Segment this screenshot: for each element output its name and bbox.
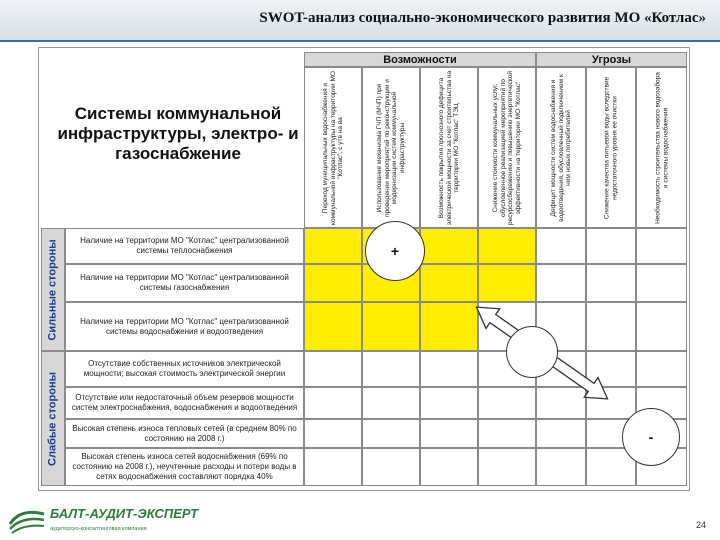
opportunity-col-1 [304,67,362,228]
center-circle [506,326,558,378]
threat-col-1 [536,67,586,228]
grid-cell [362,419,420,448]
grid-cell [420,264,478,302]
grid-cell [362,387,420,419]
strength-row-2: Наличие на территории МО "Котлас" централизованной системы газоснабжения [65,264,304,302]
wave-logo-icon [8,502,46,534]
grid-cell [304,419,362,448]
company-subtitle: аудиторско-консалтинговая компания [50,526,147,532]
grid-cell [304,228,362,264]
grid-cell [478,264,536,302]
opportunity-col-2 [362,67,420,228]
grid-cell [536,419,586,448]
company-logo [4,498,254,538]
strengths-side-label [41,228,65,351]
grid-cell [636,264,687,302]
opportunity-text: Переход муниципальных водоснабжения и коммунальной инфраструктуры на территории МО "Котлас", с утв на ва [321,70,344,225]
grid-cell [420,419,478,448]
grid-cell [304,387,362,419]
grid-cell [478,228,536,264]
grid-cell [636,302,687,351]
grid-cell [420,228,478,264]
opportunity-col-4 [478,67,536,228]
weakness-row-2: Отсутствие или недостаточный объем резервов мощности систем электроснабжения, водоснабжения и водоотведения [65,387,304,419]
grid-cell [636,228,687,264]
grid-cell [478,419,536,448]
weaknesses-side-label [41,351,65,486]
opportunity-text: Возможность покрытия прогнозного дефицита электрической мощности за счет строительства на территории МО "Котлас" ТЭЦ [437,70,460,225]
threat-col-2 [586,67,636,228]
grid-cell [586,228,636,264]
weaknesses-label: Слабые стороны [46,371,59,466]
plus-marker: + [365,221,425,281]
opportunity-col-3 [420,67,478,228]
grid-cell [536,448,586,486]
weakness-row-3: Высокая степень износа тепловых сетей (в среднем 80% по состоянию на 2008 г.) [65,419,304,448]
minus-marker: - [622,408,680,466]
threat-col-3 [636,67,687,228]
grid-cell [536,228,586,264]
grid-cell [536,264,586,302]
title-bar [0,0,720,42]
grid-cell [586,264,636,302]
strengths-label: Сильные стороны [46,238,59,341]
grid-cell [362,302,420,351]
threat-text: Снижение качества питьевой воды вследствие недостаточного уровня ее очистки [603,76,618,219]
grid-cell [304,351,362,387]
swot-matrix [38,47,690,491]
page-number: 24 [695,520,706,530]
opportunity-text: Снижение стоимости коммунальных услуг, обусловленное реализацией мероприятий по ресурсосбережению и повышению энергетической эффективности на территории МО "Котлас" [492,70,522,225]
grid-cell [304,448,362,486]
threat-text: Необходимость строительства нового водозабора и системы водоснабжения [654,71,669,224]
weakness-row-1: Отсутствие собственных источников электрической мощности; высокая стоимость электрической энергии [65,351,304,387]
grid-cell [420,448,478,486]
slide-title: SWOT-анализ социально-экономического развития МО «Котлас» [259,10,706,26]
grid-cell [362,448,420,486]
grid-cell [478,448,536,486]
grid-cell [362,351,420,387]
section-title: Системы коммунальной инфраструктуры, электро- и газоснабжение [57,104,299,163]
strength-row-1: Наличие на территории МО "Котлас" централизованной системы теплоснабжения [65,228,304,264]
company-name: БАЛТ-АУДИТ-ЭКСПЕРТ [50,506,199,521]
grid-cell [304,264,362,302]
threat-text: Дефицит мощности систем водоснабжения и водоотведения, обусловленный подключением к ним новых потребителей [549,73,572,222]
threats-header: Угрозы [536,52,687,67]
weakness-row-4: Высокая степень износа сетей водоснабжения (69% по состоянию на 2008 г.), неучтенные расходы и потери воды в сетях водоснабжения составляют порядка 40% [65,448,304,486]
opportunities-header: Возможности [304,52,536,67]
grid-cell [636,351,687,387]
opportunity-text: Использование механизма ГЧП (МЧП) при проведении мероприятий по реконструкции и модернизации систем коммунальной инфраструктуры [376,78,406,217]
strength-row-3: Наличие на территории МО "Котлас" централизованной системы водоснабжения и водоотведения [65,302,304,351]
grid-cell [304,302,362,351]
